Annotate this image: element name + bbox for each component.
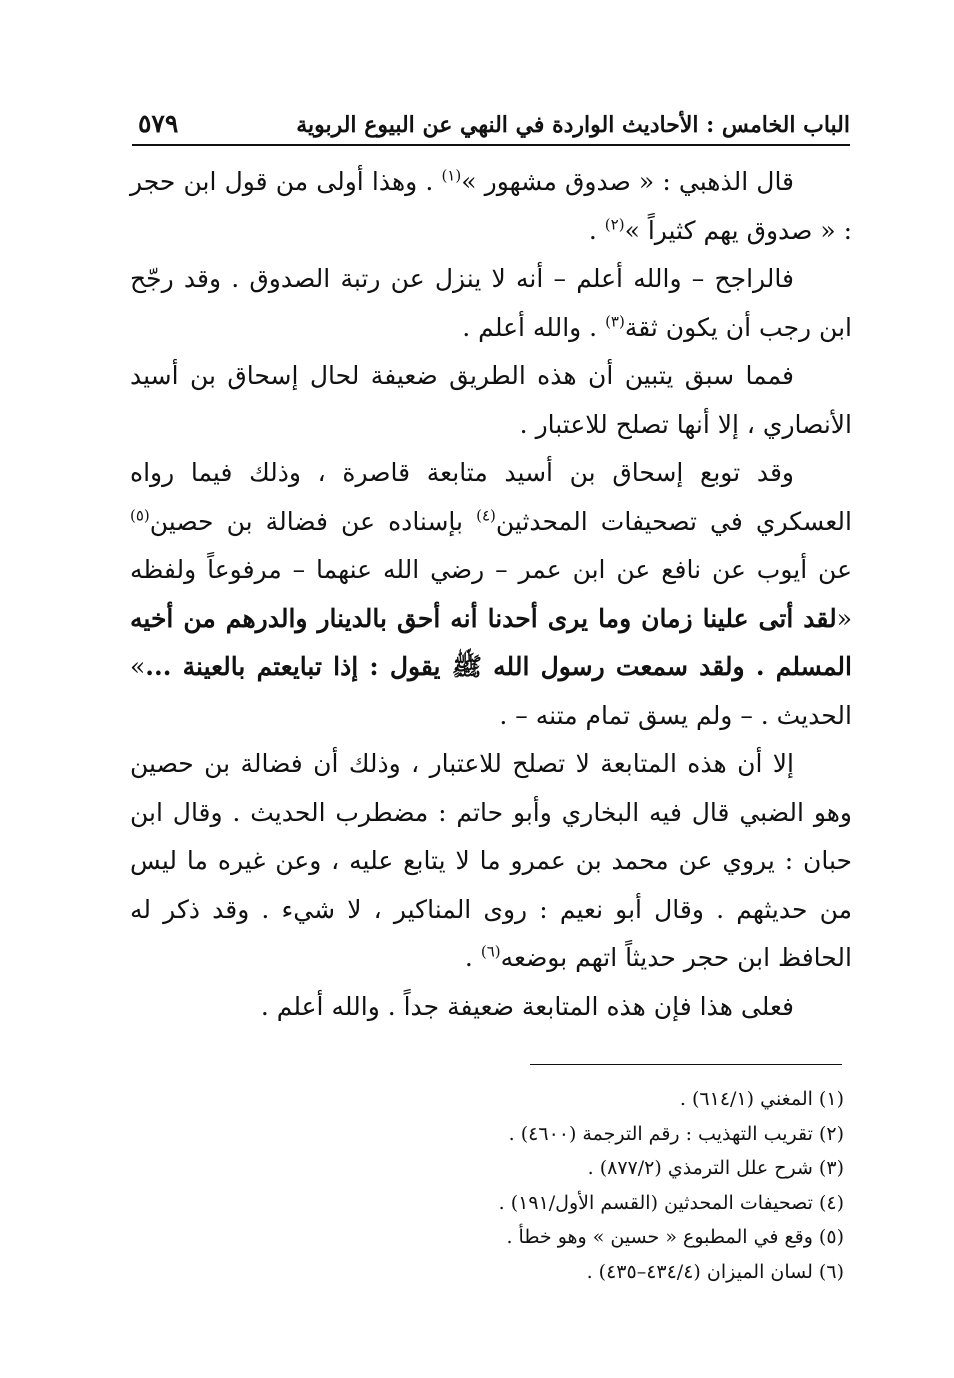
paragraph	[130, 158, 852, 255]
text-run: .	[464, 943, 473, 972]
footnote-divider	[530, 1064, 842, 1065]
text-run: فعلى هذا فإن هذه المتابعة ضعيفة جداً . والله أعلم .	[260, 991, 794, 1021]
footnote-ref: (٤)	[476, 506, 496, 525]
paragraph	[130, 352, 852, 449]
text-run: . والله أعلم .	[462, 312, 598, 342]
page-number: ٥٧٩	[138, 109, 179, 138]
text-run: إلا أن هذه المتابعة لا تصلح للاعتبار ، وذلك أن فضالة بن حصين وهو الضبي قال فيه البخاري وأبو حاتم : مضطرب الحديث . وقال ابن حبان : يروي عن محمد بن عمرو ما لا يتابع عليه ، وعن غيره ما ليس من حديثهم . وقال أبو نعيم : روى المناكير ، لا شيء . وقد ذكر له الحافظ ابن حجر حديثاً اتهم بوضعه	[130, 749, 852, 972]
text-run: وقد توبع إسحاق بن أسيد متابعة قاصرة ، وذلك فيما رواه العسكري في تصحيفات المحدثين	[130, 458, 852, 536]
text-run: فمما سبق يتبين أن هذه الطريق ضعيفة لحال إسحاق بن أسيد الأنصاري ، إلا أنها تصلح للاعتبار .	[130, 361, 852, 439]
footnote: (٣) شرح علل الترمذي (٨٧٧/٢) .	[587, 1157, 844, 1179]
text-run: عن أيوب عن نافع عن ابن عمر – رضي الله عنهما – مرفوعاً ولفظه «	[130, 555, 852, 633]
text-run: فالراجح – والله أعلم – أنه لا ينزل عن رتبة الصدوق . وقد رجّح ابن رجب أن يكون ثقة	[130, 264, 852, 342]
text-run: » الحديث . – ولم يسق تمام متنه – .	[130, 652, 852, 730]
footnote: (١) المغني (٦١٤/١) .	[679, 1088, 844, 1110]
hadith-quote: لقد أتى علينا زمان وما يرى أحدنا أنه أحق بالدينار والدرهم من أخيه المسلم . ولقد سمعت رسول الله ﷺ يقول : إذا تبايعتم بالعينة ...	[130, 603, 852, 681]
footnote-ref: (١)	[441, 166, 462, 185]
text-run: . وهذا أولى من قول ابن حجر : « صدوق يهم كثيراً »	[130, 167, 852, 245]
footnote: (٤) تصحيفات المحدثين (القسم الأول/١٩١) .	[498, 1191, 844, 1214]
footnotes-list	[284, 1082, 844, 1289]
paragraph	[130, 740, 852, 983]
text-run: قال الذهبي : « صدوق مشهور »	[461, 167, 795, 196]
page-header	[132, 98, 850, 146]
footnote-ref: (٢)	[604, 215, 625, 234]
text-run: بإسناده عن فضالة بن حصين	[149, 506, 463, 536]
footnote-ref: (٥)	[130, 506, 150, 525]
footnote: (٥) وقع في المطبوع « حسين » وهو خطأ .	[506, 1226, 844, 1248]
main-text	[130, 158, 852, 1048]
footnote-ref: (٣)	[605, 312, 625, 331]
paragraph	[130, 255, 852, 352]
footnote: (٢) تقريب التهذيب : رقم الترجمة (٤٦٠٠) .	[508, 1122, 844, 1145]
paragraph	[130, 449, 852, 740]
chapter-title: الباب الخامس : الأحاديث الواردة في النهي عن البيوع الربوية	[296, 112, 850, 138]
text-run: .	[588, 215, 597, 245]
footnote-ref: (٦)	[480, 942, 501, 961]
paragraph	[130, 983, 852, 1032]
footnote: (٦) لسان الميزان (٤٣٤/٤–٤٣٥) .	[586, 1260, 844, 1283]
